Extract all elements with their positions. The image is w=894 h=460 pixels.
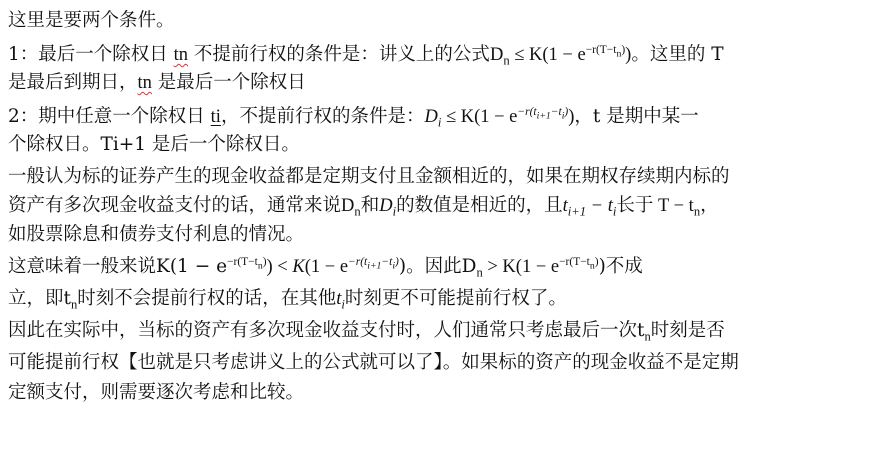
para4-line2-n: n bbox=[70, 297, 78, 312]
para4-exp2-close: ) bbox=[395, 256, 399, 269]
para4-d-n: n bbox=[476, 265, 483, 280]
para4-exp2-sub: i+1 bbox=[367, 260, 382, 272]
cond2-mid: ，不提前行权的条件是： bbox=[220, 106, 425, 127]
formula2-rhs: ≤ K(1 − e bbox=[441, 107, 518, 127]
paragraph-5-line-1 bbox=[8, 318, 725, 344]
paragraph-3-line-1 bbox=[8, 164, 730, 190]
para4-exp2-i: i bbox=[392, 260, 396, 272]
formula-exp-b: ) bbox=[621, 44, 626, 57]
para3-minus: − t bbox=[586, 196, 613, 216]
intro-line bbox=[8, 8, 175, 34]
para5-line2: 可能提前行权【也就是只考虑讲义上的公式就可以了】。如果标的资产的现金收益不是定期 bbox=[8, 352, 739, 373]
para5-line3: 定额支付，则需要逐次考虑和比较。 bbox=[8, 382, 305, 403]
para4-f: )不成 bbox=[598, 256, 643, 277]
formula-dn bbox=[489, 44, 632, 68]
para4-exp2 bbox=[348, 256, 399, 272]
para5-line1-n: n bbox=[644, 329, 651, 344]
para3-line2-d: ， bbox=[700, 195, 719, 216]
ti-term: ti bbox=[210, 107, 221, 127]
paragraph-3-line-2 bbox=[8, 193, 719, 219]
formula-n-sub: n bbox=[503, 53, 510, 68]
para4-exp2-mid: −t bbox=[381, 256, 393, 269]
formula-di bbox=[424, 106, 575, 130]
cond1-prefix: 1：最后一个除权日 bbox=[8, 44, 174, 65]
cond2-tail: ，t 是期中某一 bbox=[574, 106, 699, 127]
formula2-exp-sub-b: i bbox=[561, 110, 565, 122]
para4-exp3-a: −r(T−t bbox=[559, 256, 590, 269]
formula2-d: D bbox=[424, 107, 438, 127]
para4-exp1-a: −r(T−t bbox=[227, 256, 258, 269]
formula2-exp-mid: −t bbox=[550, 106, 562, 119]
paragraph-3-line-3 bbox=[8, 222, 304, 248]
para3-di-d: D bbox=[379, 196, 393, 216]
para3-line2-b: 的数值是相近的，且 bbox=[396, 195, 563, 216]
cond1-line2-a: 是最后到期日， bbox=[8, 72, 138, 93]
para3-d: D bbox=[341, 196, 355, 216]
condition-1-line-2 bbox=[8, 70, 306, 96]
para3-n: n bbox=[354, 204, 361, 219]
para4-line2-i: i bbox=[341, 297, 345, 312]
para4-exp3-n: n bbox=[589, 260, 595, 272]
paragraph-4-line-1 bbox=[8, 254, 643, 280]
para4-exp3-close: ) bbox=[594, 256, 599, 269]
formula2-exp-sub-a: i+1 bbox=[536, 110, 551, 122]
formula-exp-n: n bbox=[616, 48, 622, 60]
para4-exp1 bbox=[227, 256, 267, 272]
para3-isub: i bbox=[612, 204, 617, 219]
formula-exp-a: −r(T−t bbox=[585, 44, 617, 57]
para3-line2-c: 长于 T − t bbox=[616, 196, 694, 216]
para4-c: (1 − e bbox=[304, 257, 349, 277]
cond2-line2: 个除权日。Ti+1 是后一个除权日。 bbox=[8, 134, 300, 155]
intro-text: 这里是要两个条件。 bbox=[8, 10, 175, 31]
para4-k: K bbox=[292, 257, 305, 277]
para4-d: )。因此D bbox=[398, 256, 477, 277]
formula-d: D bbox=[489, 45, 504, 65]
para4-line2-c: 时刻更不可能提前行权了。 bbox=[344, 288, 567, 309]
para3-ip1: i+1 bbox=[567, 204, 587, 219]
para3-and: 和 bbox=[360, 195, 380, 216]
para3-di-i: i bbox=[392, 204, 397, 219]
paragraph-5-line-2 bbox=[8, 350, 739, 376]
formula2-exp-a: −r(t bbox=[517, 106, 537, 119]
para4-exp1-close: ) bbox=[262, 256, 267, 269]
para3-dn bbox=[341, 196, 361, 219]
para4-line2-b: 时刻不会提前行权的话，在其他 bbox=[77, 288, 337, 309]
para4-b: ) < bbox=[266, 257, 293, 277]
para4-line2-t: t bbox=[336, 289, 342, 309]
formula-rhs: ≤ K(1 − e bbox=[509, 45, 586, 65]
para3-line2-a: 资产有多次现金收益支付的话，通常来说 bbox=[8, 195, 342, 216]
para3-line3: 如股票除息和债券支付利息的情况。 bbox=[8, 224, 305, 245]
para4-a: 这意味着一般来说K(1 − e bbox=[8, 256, 228, 277]
paragraph-4-line-2 bbox=[8, 286, 567, 312]
para4-line2-a: 立，即t bbox=[8, 288, 71, 309]
cond1-tail: 。这里的 T bbox=[631, 44, 724, 65]
tn-term-2: tn bbox=[137, 73, 152, 93]
para3-di bbox=[379, 196, 397, 219]
para3-tdiff bbox=[562, 196, 617, 219]
para4-exp1-n: n bbox=[257, 260, 263, 272]
para5-line1-a: 因此在实际中，当标的资产有多次现金收益支付时，人们通常只考虑最后一次t bbox=[8, 320, 645, 341]
formula2-exponent bbox=[517, 106, 569, 122]
formula2-i-sub: i bbox=[437, 115, 442, 130]
tn-term: tn bbox=[173, 45, 189, 65]
condition-1-line-1 bbox=[8, 42, 724, 68]
cond1-mid: 不提前行权的条件是：讲义上的公式 bbox=[188, 44, 490, 65]
para5-line1-b: 时刻是否 bbox=[650, 320, 725, 341]
formula2-close: ) bbox=[568, 107, 575, 127]
formula2-exp-b: ) bbox=[564, 106, 569, 119]
formula-exponent bbox=[585, 44, 626, 60]
condition-2-line-2 bbox=[8, 132, 300, 158]
para4-exp3 bbox=[559, 256, 599, 272]
para3-t: t bbox=[562, 196, 568, 216]
para3-nsub: n bbox=[693, 204, 701, 219]
para3-line1: 一般认为标的证券产生的现金收益都是定期支付且金额相近的，如果在期权存续期内标的 bbox=[8, 166, 730, 187]
para4-e: > K(1 − e bbox=[482, 257, 560, 277]
cond2-prefix: 2：期中任意一个除权日 bbox=[8, 106, 211, 127]
cond1-line2-b: 是最后一个除权日 bbox=[151, 72, 306, 93]
paragraph-5-line-3 bbox=[8, 380, 304, 406]
condition-2-line-1 bbox=[8, 104, 699, 130]
para4-exp2-a: −r(t bbox=[348, 256, 368, 269]
formula-close: ) bbox=[625, 45, 632, 65]
